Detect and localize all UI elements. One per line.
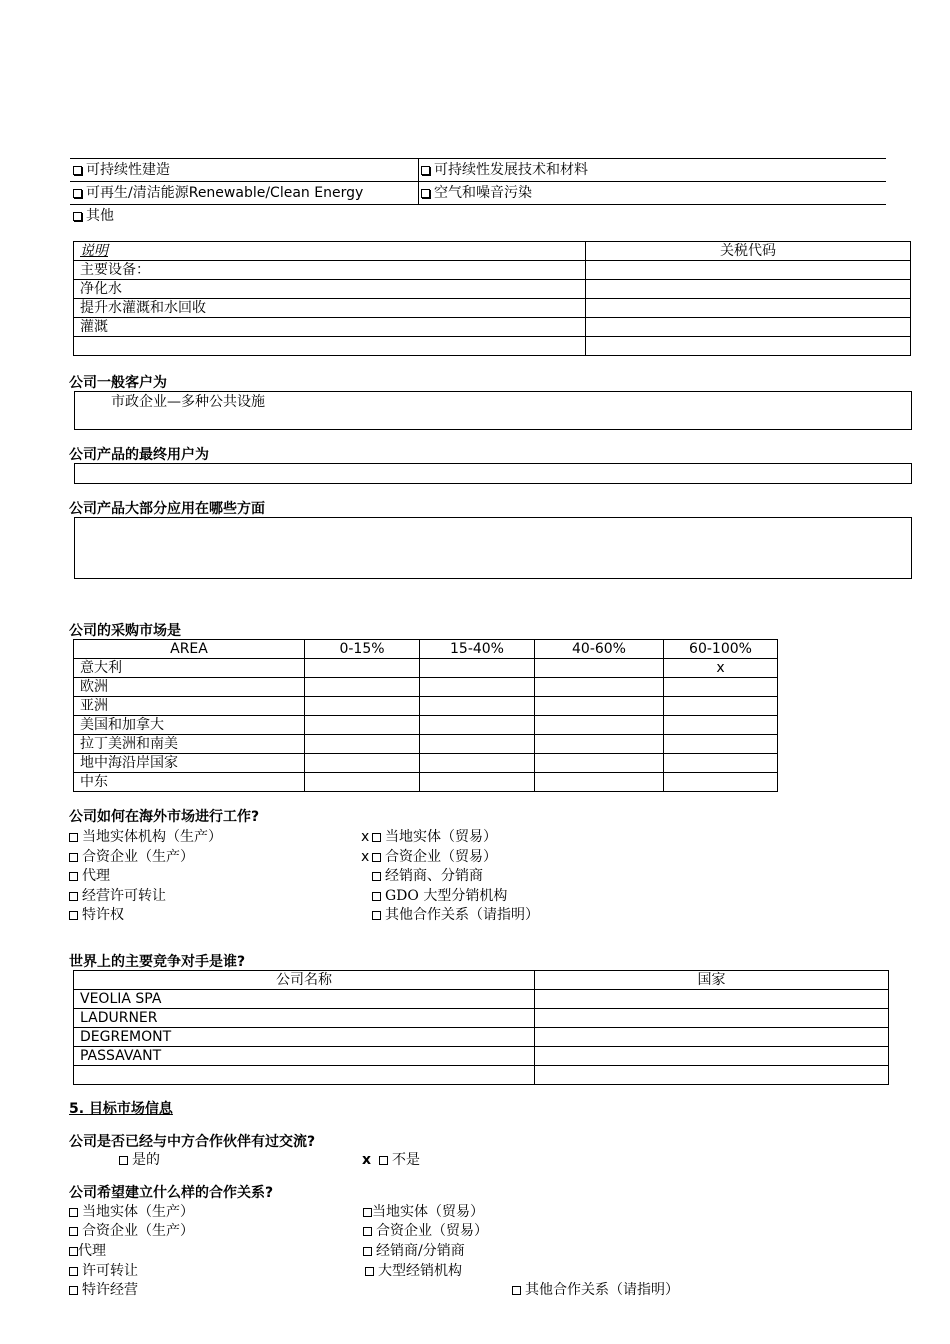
checkbox-icon [512,1286,521,1295]
sector-renewable-energy[interactable]: 可再生/清洁能源Renewable/Clean Energy [73,184,363,203]
answer-no[interactable]: 不是 [379,1151,420,1170]
products-table [73,241,911,356]
customers-label: 公司一般客户为 [69,375,167,391]
sector-sustainable-construction[interactable]: 可持续性建造 [73,161,170,180]
selection-mark: x [362,1152,372,1168]
cooperation-right-option[interactable]: 合资企业（贸易） [363,1222,488,1241]
overseas-left-option[interactable]: 代理 [69,867,110,886]
checkbox-icon [421,189,430,198]
checkbox-icon [73,189,82,198]
overseas-right-option[interactable]: GDO 大型分销机构 [372,887,507,906]
customers-field[interactable]: 市政企业—多种公共设施 [74,391,912,430]
checkbox-icon [69,911,78,920]
table-row: 灌溉 [74,318,911,337]
sector-air-noise-pollution[interactable]: 空气和噪音污染 [421,184,532,203]
overseas-left-option[interactable]: 特许权 [69,906,124,925]
table-row: 欧洲 [74,678,778,697]
cooperation-left-option[interactable]: 特许经营 [69,1281,138,1300]
checkbox-icon [363,1208,372,1217]
table-row: 提升水灌溉和水回收 [74,299,911,318]
cooperation-right-option[interactable]: 当地实体（贸易） [363,1203,484,1222]
overseas-work-label: 公司如何在海外市场进行工作? [69,809,260,825]
table-row: AREA 0-15% 15-40% 40-60% 60-100% [74,640,778,659]
cooperation-left-option[interactable]: 许可转让 [69,1262,138,1281]
purchase-market-table [73,639,778,792]
table-row: PASSAVANT [74,1047,889,1066]
overseas-right-option[interactable]: 经销商、分销商 [372,867,483,886]
chinese-partner-question: 公司是否已经与中方合作伙伴有过交流? [69,1134,316,1150]
table-row: LADURNER [74,1009,889,1028]
cooperation-question: 公司希望建立什么样的合作关系? [69,1185,274,1201]
table-row: VEOLIA SPA [74,990,889,1009]
checkbox-icon [372,853,381,862]
cooperation-right-option[interactable]: 大型经销机构 [365,1262,462,1281]
purchase-market-label: 公司的采购市场是 [69,623,181,639]
table-row: 中东 [74,773,778,792]
table-row: 美国和加拿大 [74,716,778,735]
answer-yes[interactable]: 是的 [119,1151,160,1170]
checkbox-icon [372,911,381,920]
sector-other[interactable]: 其他 [73,207,114,226]
checkbox-icon [69,1286,78,1295]
selection-mark: x [361,849,370,865]
checkbox-icon [363,1227,372,1236]
cooperation-left-option[interactable]: 当地实体（生产） [69,1203,194,1222]
table-row: 拉丁美洲和南美 [74,735,778,754]
competitors-label: 世界上的主要竞争对手是谁? [69,954,246,970]
checkbox-icon [365,1267,374,1276]
table-row [74,242,911,261]
applications-field[interactable] [74,517,912,579]
end-users-field[interactable] [74,463,912,484]
checkbox-icon [372,833,381,842]
checkbox-icon [372,892,381,901]
selection-mark: x [361,829,370,845]
table-row: 地中海沿岸国家 [74,754,778,773]
checkbox-icon [363,1247,372,1256]
cooperation-right-option[interactable]: 经销商/分销商 [363,1242,465,1261]
section-5-title: 5. 目标市场信息 [69,1101,173,1117]
cooperation-other-option[interactable]: 其他合作关系（请指明） [512,1281,679,1300]
applications-label: 公司产品大部分应用在哪些方面 [69,501,265,517]
table-row: 意大利 x [74,659,778,678]
checkbox-icon [73,166,82,175]
table-row [74,337,911,356]
checkbox-icon [69,1267,78,1276]
table-row: 亚洲 [74,697,778,716]
table-row: 主要设备： [74,261,911,280]
checkbox-icon [69,1227,78,1236]
header-tariff-code: 关税代码 [586,242,911,261]
table-row: DEGREMONT [74,1028,889,1047]
checkbox-icon [73,212,82,221]
checkbox-icon [69,1247,78,1256]
checkbox-icon [69,892,78,901]
checkbox-icon [69,872,78,881]
table-row [74,1066,889,1085]
table-row: 公司名称 国家 [74,971,889,990]
table-row: 净化水 [74,280,911,299]
checkbox-icon [69,1208,78,1217]
header-description: 说明 [74,242,586,261]
cooperation-left-option[interactable]: 代理 [69,1242,106,1261]
checkbox-icon [119,1156,128,1165]
overseas-left-option[interactable]: 经营许可转让 [69,887,166,906]
checkbox-icon [379,1156,388,1165]
competitors-table [73,970,889,1085]
overseas-right-option[interactable]: 合资企业（贸易） [372,848,497,867]
overseas-right-option[interactable]: 当地实体（贸易） [372,828,497,847]
overseas-left-option[interactable]: 合资企业（生产） [69,848,194,867]
overseas-right-option[interactable]: 其他合作关系（请指明） [372,906,539,925]
cooperation-left-option[interactable]: 合资企业（生产） [69,1222,194,1241]
overseas-left-option[interactable]: 当地实体机构（生产） [69,828,222,847]
checkbox-icon [69,853,78,862]
end-users-label: 公司产品的最终用户为 [69,447,209,463]
sector-sustainable-tech[interactable]: 可持续性发展技术和材料 [421,161,588,180]
checkbox-icon [372,872,381,881]
checkbox-icon [421,166,430,175]
checkbox-icon [69,833,78,842]
